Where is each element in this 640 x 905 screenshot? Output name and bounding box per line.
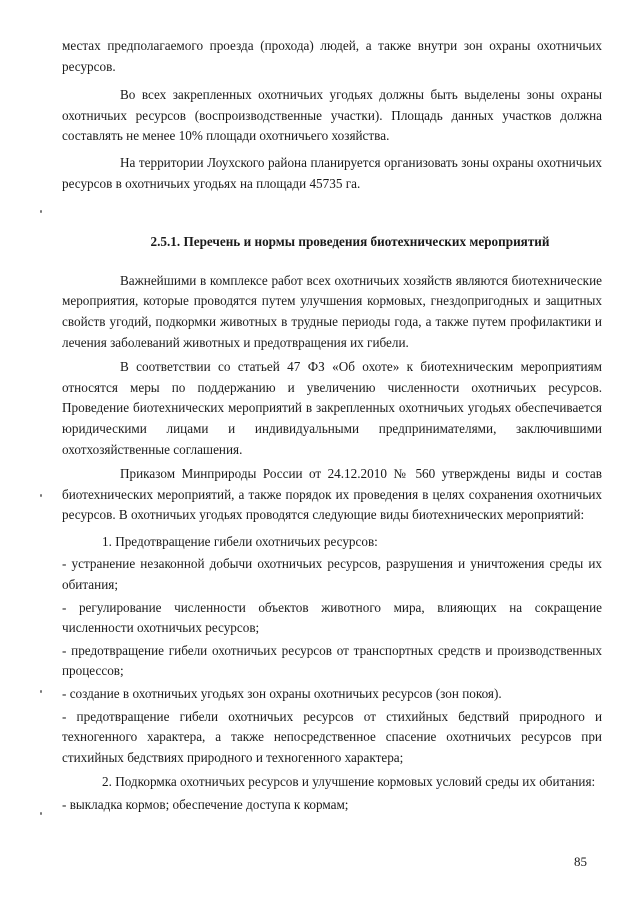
page-number: 85 bbox=[574, 854, 587, 869]
paragraph: Важнейшими в комплексе работ всех охотничьих хозяйств являются биотехнические мероприятия, которые проводятся путем улучшения кормовых, гнездопригодных и защитных свойств угодий, подкормки животных в трудные периоды года, а также путем профилактики и лечения заболеваний животных и предотвращения их гибели. bbox=[62, 272, 602, 350]
list-item: - выкладка кормов; обеспечение доступа к кормам; bbox=[62, 797, 349, 812]
scan-speck bbox=[40, 494, 42, 497]
section-heading: 2.5.1. Перечень и нормы проведения биотехнических мероприятий bbox=[150, 234, 550, 250]
paragraph: В соответствии со статьей 47 ФЗ «Об охоте» к биотехническим мероприятиям относятся меры по поддержанию и увеличению численности охотничьих ресурсов. Проведение биотехнических мероприятий в закрепленных охотничьих угодьях обеспечивается юридическими лицами и индивидуальными предпринимателями, заключившими охотхозяйственные соглашения. bbox=[62, 359, 602, 457]
scan-speck bbox=[40, 210, 42, 213]
list-item: - предотвращение гибели охотничьих ресурсов от транспортных средств и производственных процессов; bbox=[62, 642, 602, 679]
paragraph: Во всех закрепленных охотничьих угодьях должны быть выделены зоны охраны охотничьих ресурсов (воспроизводственные участки). Площадь данных участков должна составлять не менее 10% площади охотничьего хозяйства. bbox=[62, 87, 602, 144]
document-body bbox=[62, 36, 602, 816]
scan-speck bbox=[40, 812, 42, 815]
list-item: - устранение незаконной добычи охотничьих ресурсов, разрушения и уничтожения среды их обитания; bbox=[62, 556, 602, 593]
list-item: 1. Предотвращение гибели охотничьих ресурсов: bbox=[102, 533, 378, 549]
paragraph: На территории Лоухского района планируется организовать зоны охраны охотничьих ресурсов в охотничьих угодьях на площади 45735 га. bbox=[62, 154, 602, 191]
list-item: 2. Подкормка охотничьих ресурсов и улучшение кормовых условий среды их обитания: bbox=[102, 774, 596, 790]
paragraph: Приказом Минприроды России от 24.12.2010 № 560 утверждены виды и состав биотехнических мероприятий, а также порядок их проведения в целях сохранения охотничьих ресурсов. В охотничьих угодьях проводятся следующие виды биотехнических мероприятий: bbox=[62, 466, 602, 523]
paragraph: местах предполагаемого проезда (прохода) людей, а также внутри зон охраны охотничьих ресурсов. bbox=[62, 38, 602, 74]
scan-speck bbox=[40, 690, 42, 693]
list-item: - регулирование численности объектов животного мира, влияющих на сокращение численности охотничьих ресурсов; bbox=[62, 599, 602, 636]
list-item: - создание в охотничьих угодьях зон охраны охотничьих ресурсов (зон покоя). bbox=[62, 686, 502, 702]
list-item: - предотвращение гибели охотничьих ресурсов от стихийных бедствий природного и техногенного характера, а также непосредственное спасение охотничьих ресурсов при стихийных бедствиях природного и техногенного характера; bbox=[62, 708, 602, 765]
